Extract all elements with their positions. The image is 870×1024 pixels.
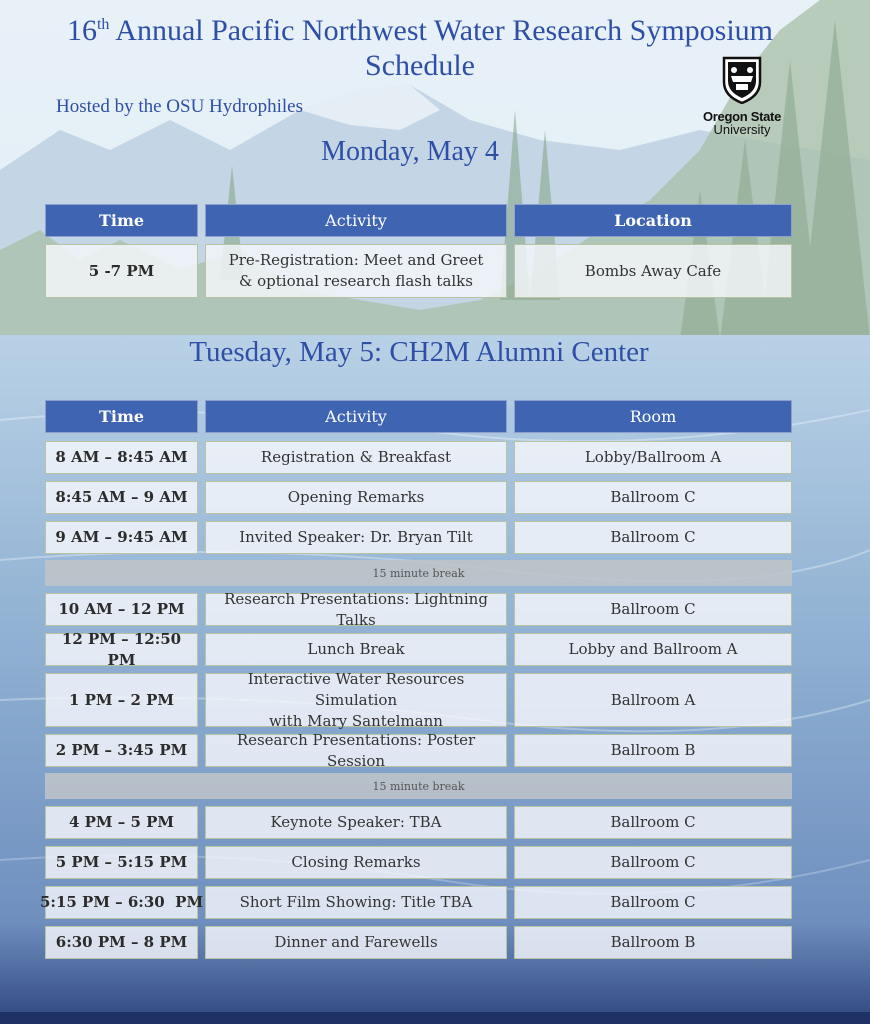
tue-row-time: 4 PM – 5 PM	[45, 806, 198, 839]
tue-row-room: Ballroom C	[514, 593, 792, 626]
break-row: 15 minute break	[45, 773, 792, 799]
break-row: 15 minute break	[45, 560, 792, 586]
mon-col-time: Time	[45, 204, 198, 237]
tue-row-time: 8 AM – 8:45 AM	[45, 441, 198, 474]
tue-row-activity: Interactive Water Resources Simulation with Mary Santelmann	[205, 673, 507, 727]
tue-row-time: 9 AM – 9:45 AM	[45, 521, 198, 554]
tuesday-heading: Tuesday, May 5: CH2M Alumni Center	[189, 336, 649, 368]
university-logo	[696, 52, 788, 137]
tue-row-activity: Opening Remarks	[205, 481, 507, 514]
mon-row-location: Bombs Away Cafe	[514, 244, 792, 298]
tue-row-room: Ballroom C	[514, 806, 792, 839]
tue-row-room: Ballroom C	[514, 846, 792, 879]
tue-row-time: 6:30 PM – 8 PM	[45, 926, 198, 959]
tue-row-time: 10 AM – 12 PM	[45, 593, 198, 626]
title-ordinal: 16	[66, 14, 97, 47]
tue-col-time: Time	[45, 400, 198, 433]
tue-row-time: 5:15 PM – 6:30 PM	[45, 886, 198, 919]
tue-row-time: 8:45 AM – 9 AM	[45, 481, 198, 514]
mon-col-location: Location	[514, 204, 792, 237]
logo-name: Oregon State	[702, 109, 782, 124]
tue-row-room: Ballroom C	[514, 481, 792, 514]
title-ordinal-suffix: th	[96, 16, 110, 33]
tue-row-room: Ballroom C	[514, 521, 792, 554]
page-title-line2: Schedule	[365, 49, 475, 82]
tue-row-room: Ballroom C	[514, 886, 792, 919]
tue-row-activity: Dinner and Farewells	[205, 926, 507, 959]
monday-heading: Monday, May 4	[321, 136, 499, 167]
tue-row-time: 12 PM – 12:50 PM	[45, 633, 198, 666]
tue-row-time: 1 PM – 2 PM	[45, 673, 198, 727]
tue-row-activity: Lunch Break	[205, 633, 507, 666]
tue-row-activity: Research Presentations: Lightning Talks	[205, 593, 507, 626]
tue-row-activity: Research Presentations: Poster Session	[205, 734, 507, 767]
tue-row-room: Lobby/Ballroom A	[514, 441, 792, 474]
page-title	[30, 5, 810, 51]
mon-row-activity: Pre-Registration: Meet and Greet & optional research flash talks	[205, 244, 507, 298]
tue-row-activity: Short Film Showing: Title TBA	[205, 886, 507, 919]
tue-row-time: 5 PM – 5:15 PM	[45, 846, 198, 879]
tue-col-activity: Activity	[205, 400, 507, 433]
tue-row-room: Ballroom A	[514, 673, 792, 727]
tue-row-time: 2 PM – 3:45 PM	[45, 734, 198, 767]
host-subtitle: Hosted by the OSU Hydrophiles	[56, 96, 303, 117]
osu-seal-icon	[720, 52, 764, 104]
tue-row-activity: Closing Remarks	[205, 846, 507, 879]
tue-col-room: Room	[514, 400, 792, 433]
logo-subname: University	[713, 122, 771, 137]
mon-row-time: 5 -7 PM	[45, 244, 198, 298]
tue-row-room: Ballroom B	[514, 926, 792, 959]
tue-row-activity: Registration & Breakfast	[205, 441, 507, 474]
tue-row-room: Lobby and Ballroom A	[514, 633, 792, 666]
tue-row-activity: Invited Speaker: Dr. Bryan Tilt	[205, 521, 507, 554]
tue-row-room: Ballroom B	[514, 734, 792, 767]
title-text: Annual Pacific Northwest Water Research Symposium	[115, 14, 774, 47]
mon-col-activity: Activity	[205, 204, 507, 237]
tue-row-activity: Keynote Speaker: TBA	[205, 806, 507, 839]
